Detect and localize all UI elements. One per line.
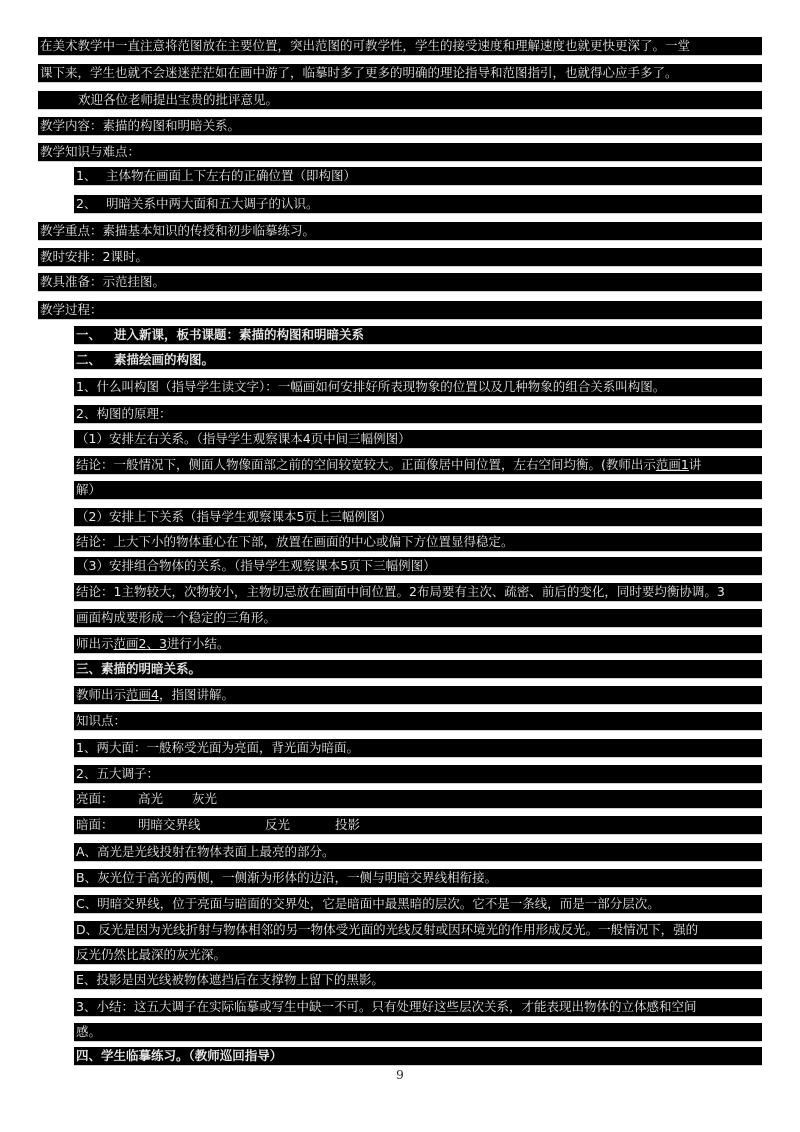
section-4-title: 学生临摹练习。（教师巡回指导） bbox=[101, 1048, 283, 1063]
composition-principle: 2、构图的原理： bbox=[74, 405, 762, 424]
reflected-light-term: 反光 bbox=[265, 817, 291, 832]
bright-side-label: 亮面： bbox=[76, 791, 114, 806]
knowledge-title: 教学知识与难点： bbox=[38, 143, 762, 162]
teacher-shows-suffix: ，指图讲解。 bbox=[158, 687, 234, 702]
sample-drawing-2-3-link[interactable]: 范画2、3 bbox=[113, 636, 167, 651]
knowledge-item-1 bbox=[74, 167, 762, 186]
page-number: 9 bbox=[396, 1068, 404, 1082]
sample-drawing-4-link[interactable]: 范画4 bbox=[126, 687, 159, 702]
top-bottom-conclusion: 结论：上大下小的物体重心在下部，放置在画面的中心或偏下方位置显得稳定。 bbox=[74, 533, 762, 552]
composition-summary bbox=[74, 635, 762, 654]
section-3-heading bbox=[74, 660, 762, 679]
gray-light-term: 灰光 bbox=[192, 791, 218, 806]
teaching-time: 教时安排：2课时。 bbox=[38, 248, 762, 267]
teacher-shows-drawing bbox=[74, 686, 762, 705]
left-right-conclusion-text: 结论：一般情况下，侧面人物像面部之前的空间较宽较大。正面像居中间位置，左右空间均衡。(教师出示 bbox=[76, 457, 656, 472]
summary-line-1: 3、小结：这五大调子在实际临摹或写生中缺一不可。只有处理好这些层次关系，才能表现出物体的立体感和空间 bbox=[74, 998, 762, 1017]
teaching-focus: 教学重点：素描基本知识的传授和初步临摹练习。 bbox=[38, 222, 762, 241]
teaching-tools: 教具准备：示范挂图。 bbox=[38, 273, 762, 292]
composition-definition: 1、什么叫构图（指导学生读文字）：一幅画如何安排好所表现物象的位置以及几种物象的组合关系叫构图。 bbox=[74, 378, 762, 397]
teaching-content: 教学内容：素描的构图和明暗关系。 bbox=[38, 117, 762, 136]
cast-shadow-term: 投影 bbox=[335, 817, 361, 832]
intro-line-1: 在美术教学中一直注意将范图放在主要位置，突出范图的可教学性，学生的接受速度和理解速度也就更快更深了。一堂 bbox=[38, 37, 762, 56]
section-3-number: 三、 bbox=[76, 661, 102, 676]
knowledge-item-2-text: 明暗关系中两大面和五大调子的认识。 bbox=[106, 196, 319, 211]
dark-side-row bbox=[74, 816, 762, 835]
knowledge-item-1-number: 1、 bbox=[76, 168, 97, 183]
intro-line-2: 课下来，学生也就不会迷迷茫茫如在画中游了，临摹时多了更多的明确的理论指导和范图指引，也就得心应手多了。 bbox=[38, 64, 762, 83]
composition-summary-prefix: 师出示 bbox=[76, 636, 114, 651]
left-right-conclusion-end: 解） bbox=[74, 481, 762, 500]
terminator-term: 明暗交界线 bbox=[138, 817, 201, 832]
tone-d-line-1: D、反光是因为光线折射与物体相邻的另一物体受光面的光线反射或因环境光的作用形成反光。一般情况下，强的 bbox=[74, 921, 762, 940]
bright-side-row bbox=[74, 790, 762, 809]
group-relation: （3）安排组合物体的关系。（指导学生观察课本5页下三幅例图） bbox=[74, 557, 762, 576]
tone-e: E、投影是因光线被物体遮挡后在支撑物上留下的黑影。 bbox=[74, 971, 762, 990]
tone-c: C、明暗交界线，位于亮面与暗面的交界处，它是暗面中最黑暗的层次。它不是一条线，而是一部分层次。 bbox=[74, 895, 762, 914]
teacher-shows-prefix: 教师出示 bbox=[76, 687, 127, 702]
tone-d-line-2: 反光仍然比最深的灰光深。 bbox=[74, 946, 762, 965]
section-2-heading bbox=[74, 351, 762, 370]
intro-line-3: 欢迎各位老师提出宝贵的批评意见。 bbox=[38, 91, 762, 110]
section-1-heading bbox=[74, 326, 762, 345]
section-3-title: 素描的明暗关系。 bbox=[101, 661, 202, 676]
sample-drawing-1-link[interactable]: 范画1 bbox=[655, 457, 689, 472]
summary-line-2: 感。 bbox=[74, 1023, 762, 1042]
tone-a: A、高光是光线投射在物体表面上最亮的部分。 bbox=[74, 843, 762, 862]
dark-side-label: 暗面： bbox=[76, 817, 114, 832]
section-4-heading bbox=[74, 1047, 762, 1066]
highlight-term: 高光 bbox=[138, 791, 164, 806]
top-bottom-relation: （2）安排上下关系（指导学生观察课本5页上三幅例图） bbox=[74, 508, 762, 527]
two-major-planes: 1、两大面：一般称受光面为亮面，背光面为暗面。 bbox=[74, 739, 762, 758]
section-2-title: 素描绘画的构图。 bbox=[114, 352, 215, 367]
knowledge-item-2-number: 2、 bbox=[76, 196, 97, 211]
left-right-conclusion-tail: 讲 bbox=[688, 457, 702, 472]
section-1-title: 进入新课，板书课题：素描的构图和明暗关系 bbox=[114, 327, 365, 342]
composition-summary-suffix: 进行小结。 bbox=[166, 636, 230, 651]
section-4-number: 四、 bbox=[76, 1048, 102, 1063]
left-right-relation: （1）安排左右关系。（指导学生观察课本4页中间三幅例图） bbox=[74, 430, 762, 449]
group-conclusion-1: 结论：1主物较大，次物较小，主物切忌放在画面中间位置。2布局要有主次、疏密、前后的变化，同时要均衡协调。3 bbox=[74, 583, 762, 602]
five-major-tones: 2、五大调子： bbox=[74, 765, 762, 784]
section-2-number: 二、 bbox=[76, 352, 102, 367]
teaching-process: 教学过程： bbox=[38, 301, 762, 320]
section-1-number: 一、 bbox=[76, 327, 102, 342]
group-conclusion-2: 画面构成要形成一个稳定的三角形。 bbox=[74, 609, 762, 628]
knowledge-item-1-text: 主体物在画面上下左右的正确位置（即构图） bbox=[106, 168, 357, 183]
left-right-conclusion bbox=[74, 456, 762, 475]
knowledge-item-2 bbox=[74, 195, 762, 214]
knowledge-points-title: 知识点： bbox=[74, 712, 762, 731]
tone-b: B、灰光位于高光的两侧，一侧渐为形体的边沿，一侧与明暗交界线相衔接。 bbox=[74, 869, 762, 888]
